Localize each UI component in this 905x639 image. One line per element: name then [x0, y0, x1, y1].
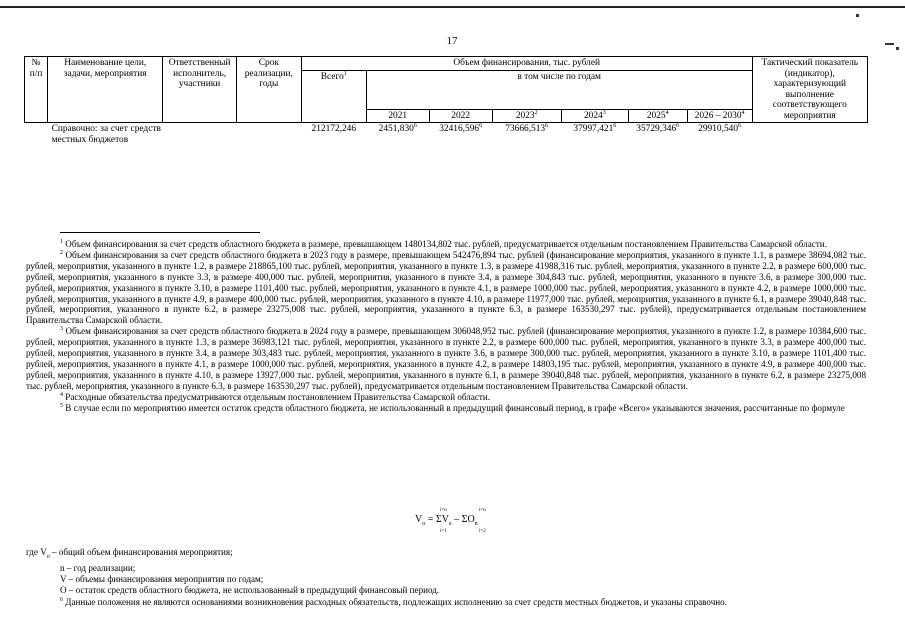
footnote-separator — [60, 232, 260, 233]
row-value: 37997,421$^6$ — [573, 123, 617, 135]
table-row — [25, 123, 868, 147]
formula-definitions — [26, 547, 866, 608]
row-value: 29910,540$^6$ — [698, 123, 741, 135]
header-term: Срок реализации, годы — [236, 57, 301, 123]
header-year: 2024$^3$ — [561, 109, 628, 123]
sum-upper-limit: i=n — [479, 508, 486, 513]
definition: где $V_o$ – общий объем финансирования мероприятия; — [26, 547, 233, 560]
definition: O – остаток средств областного бюджета, не использованный в предыдущий финансовый период. — [60, 585, 440, 596]
row-value: 35729,346$^6$ — [636, 123, 680, 135]
header-name: Наименование цели, задачи, мероприятия — [48, 57, 163, 123]
header-num: № п/п — [25, 57, 48, 123]
footnote: $^2$ Объем финансирования за счет средств областного бюджета в 2023 году в размере, превышающем 542476,894 тыс. рублей (финансирование мероприятия, указанного в пункте 1.1, в размере 38694,082 тыс. рублей, мероприятия, указанного в пункте 1.2, в размере 218865,100 тыс. рублей, мероприятия, указанного в пункте 1.3, в размере 41988,316 тыс. рублей, мероприятия, указанного в пункте 2.2, в размере 600,000 тыс. рублей, мероприятия, указанного в пункте 3.3, в размере 400,000 тыс. рублей, мероприятия, указанного в пункте 3.4, в размере 304,843 тыс. рублей, мероприятия, указанного в пункте 3.6, в размере 300,000 тыс. рублей, мероприятия, указанного в пункте 3.10, в размере 1101,400 тыс. рублей, мероприятия, указанного в пункте 4.1, в размере 1000,000 тыс. рублей, мероприятия, указанного в пункте 4.2, в размере 1000,000 тыс. рублей, мероприятия, указанного в пункте 4.9, в размере 400,000 тыс. рублей, мероприятия, указанного в пункте 4.10, в размере 11977,000 тыс. рублей, мероприятия, указанного в пункте 6.1, в размере 39040,848 тыс. рублей, мероприятия, указанного в пункте 6.2, в размере 23275,008 тыс. рублей, мероприятия, указанного в пункте 6.3, в размере 163530,297 тыс. рублей), предусматривается отдельным постановлением Правительства Самарской области. — [26, 249, 866, 326]
top-border-line — [0, 6, 905, 8]
header-year: 2025$^4$ — [628, 109, 687, 123]
footnotes — [26, 239, 866, 414]
definition: V – объемы финансирования мероприятия по годам; — [60, 574, 264, 585]
row-total: 212172,246 — [311, 124, 357, 135]
formula — [415, 505, 535, 535]
footnote: $^1$ Объем финансирования за счет средств областного бюджета в размере, превышающем 1480134,802 тыс. рублей, предусматривается отдельным постановлением Правительства Самарской области. — [60, 238, 827, 249]
header-year: 2021 — [366, 109, 429, 123]
formula-expression: $V_o = \Sigma V_e - \Sigma O_n$ — [415, 514, 478, 527]
header-year: 2026 – 2030$^4$ — [687, 109, 752, 123]
scan-speck — [856, 14, 859, 17]
sum-lower-limit: i=1 — [440, 529, 447, 534]
cell-empty — [25, 123, 48, 147]
footnote: $^6$ Данные положения не являются основаниями возникновения расходных обязательств, подлежащих исполнению за счет средств местных бюджетов, и указаны справочно. — [60, 596, 727, 607]
row-value: 2451,830$^6$ — [378, 123, 417, 135]
header-total: Всего$^1$ — [301, 70, 366, 123]
definition: n – год реализации; — [60, 563, 136, 574]
cell-empty — [236, 123, 301, 147]
row-label: Справочно: за счет средств местных бюджетов — [51, 124, 161, 145]
row-value: 32416,596$^6$ — [439, 123, 483, 135]
header-responsible: Ответственный исполнитель, участники — [163, 57, 236, 123]
sum-upper-limit: i=n — [440, 508, 447, 513]
scan-dash — [885, 43, 894, 45]
financing-table — [24, 56, 868, 146]
scan-speck — [896, 47, 899, 50]
cell-empty — [163, 123, 236, 147]
page-number: 17 — [446, 35, 458, 47]
footnote: $^4$ Расходные обязательства предусматриваются отдельным постановлением Правительства Самарской области. — [60, 391, 491, 402]
sum-lower-limit: i=2 — [479, 529, 486, 534]
header-financing: Объем финансирования, тыс. рублей — [301, 57, 752, 71]
cell-empty — [752, 123, 867, 147]
header-year: 2022 — [429, 109, 492, 123]
footnote: $^5$ В случае если по мероприятию имеется остаток средств областного бюджета, не использованный в предыдущий финансовый период, в графе «Всего» указываются значения, рассчитанные по формуле — [60, 402, 845, 413]
footnote: $^3$ Объем финансирования за счет средств областного бюджета в 2024 году в размере, превышающем 306048,952 тыс. рублей (финансирование мероприятия, указанного в пункте 1.2, в размере 10384,600 тыс. рублей, мероприятия, указанного в пункте 1.3, в размере 36983,121 тыс. рублей, мероприятия, указанного в пункте 2.2, в размере 600,000 тыс. рублей, мероприятия, указанного в пункте 3.3, в размере 400,000 тыс. рублей, мероприятия, указанного в пункте 3.4, в размере 303,483 тыс. рублей, мероприятия, указанного в пункте 3.6, в размере 300,000 тыс. рублей, мероприятия, указанного в пункте 3.10, в размере 1101,400 тыс. рублей, мероприятия, указанного в пункте 4.1, в размере 1000,000 тыс. рублей, мероприятия, указанного в пункте 4.2, в размере 14803,195 тыс. рублей, мероприятия, указанного в пункте 4.9, в размере 400,000 тыс. рублей, мероприятия, указанного в пункте 4.10, в размере 13927,000 тыс. рублей, мероприятия, указанного в пункте 6.1, в размере 39040,848 тыс. рублей, мероприятия, указанного в пункте 6.2, в размере 23275,008 тыс. рублей, мероприятия, указанного в пункте 6.3, в размере 163530,297 тыс. рублей), предусматривается отдельным постановлением Правительства Самарской области. — [26, 326, 866, 391]
row-value: 73666,513$^6$ — [505, 123, 549, 135]
header-by-years: в том числе по годам — [366, 70, 752, 109]
header-year: 2023$^2$ — [492, 109, 561, 123]
header-indicator: Тактический показатель (индикатор), характеризующий выполнение соответствующего мероприятия — [752, 57, 867, 123]
